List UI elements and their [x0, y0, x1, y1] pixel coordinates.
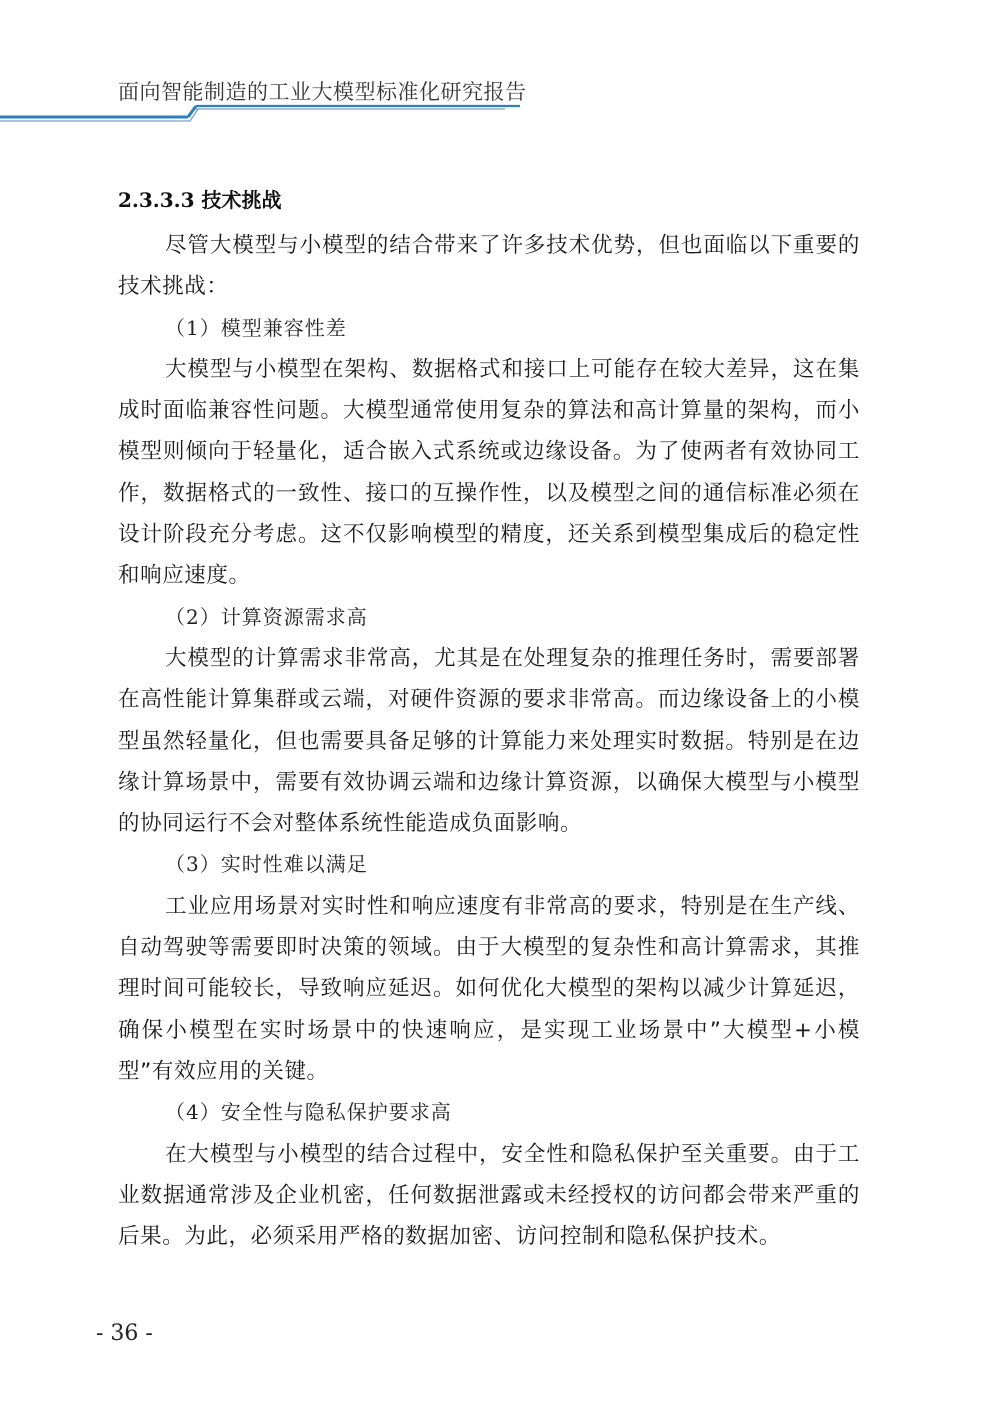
body-paragraph: 大模型的计算需求非常高，尤其是在处理复杂的推理任务时，需要部署在高性能计算集群或云端，对硬件资源的要求非常高。而边缘设备上的小模型虽然轻量化，但也需要具备足够的计算能力来处理实时数据。特别是在边缘计算场景中，需要有效协调云端和边缘计算资源，以确保大模型与小模型的协同运行不会对整体系统性能造成负面影响。 [118, 645, 860, 837]
page-number: - 36 - [96, 1321, 153, 1346]
section-heading [118, 183, 860, 217]
body-paragraph: 大模型与小模型在架构、数据格式和接口上可能存在较大差异，这在集成时面临兼容性问题。大模型通常使用复杂的算法和高计算量的架构，而小模型则倾向于轻量化，适合嵌入式系统或边缘设备。为了使两者有效协同工作，数据格式的一致性、接口的互操作性，以及模型之间的通信标准必须在设计阶段充分考虑。这不仅影响模型的精度，还关系到模型集成后的稳定性和响应速度。 [118, 356, 860, 589]
page-content [118, 183, 860, 1257]
running-header-title: 面向智能制造的工业大模型标准化研究报告 [118, 80, 527, 104]
body-paragraph: 尽管大模型与小模型的结合带来了许多技术优势，但也面临以下重要的技术挑战： [118, 233, 860, 300]
subsection-heading: （2）计算资源需求高 [165, 604, 368, 629]
subsection-heading: （1）模型兼容性差 [165, 315, 347, 340]
body-paragraph: 工业应用场景对实时性和响应速度有非常高的要求，特别是在生产线、自动驾驶等需要即时决策的领域。由于大模型的复杂性和高计算需求，其推理时间可能较长，导致响应延迟。如何优化大模型的架构以减少计算延迟，确保小模型在实时场景中的快速响应，是实现工业场景中”大模型+小模型”有效应用的关键。 [118, 893, 860, 1084]
section-number: 2.3.3.3 [118, 188, 195, 212]
header-rule [0, 100, 520, 130]
section-title: 技术挑战 [201, 188, 282, 212]
body-paragraph: 在大模型与小模型的结合过程中，安全性和隐私保护至关重要。由于工业数据通常涉及企业机密，任何数据泄露或未经授权的访问都会带来严重的后果。为此，必须采用严格的数据加密、访问控制和隐私保护技术。 [118, 1141, 860, 1250]
subsection-heading: （3）实时性难以满足 [165, 852, 368, 877]
subsection-heading: （4）安全性与隐私保护要求高 [165, 1100, 452, 1125]
header-rule-accent-slant [188, 106, 196, 117]
paragraph-list [118, 225, 860, 1257]
